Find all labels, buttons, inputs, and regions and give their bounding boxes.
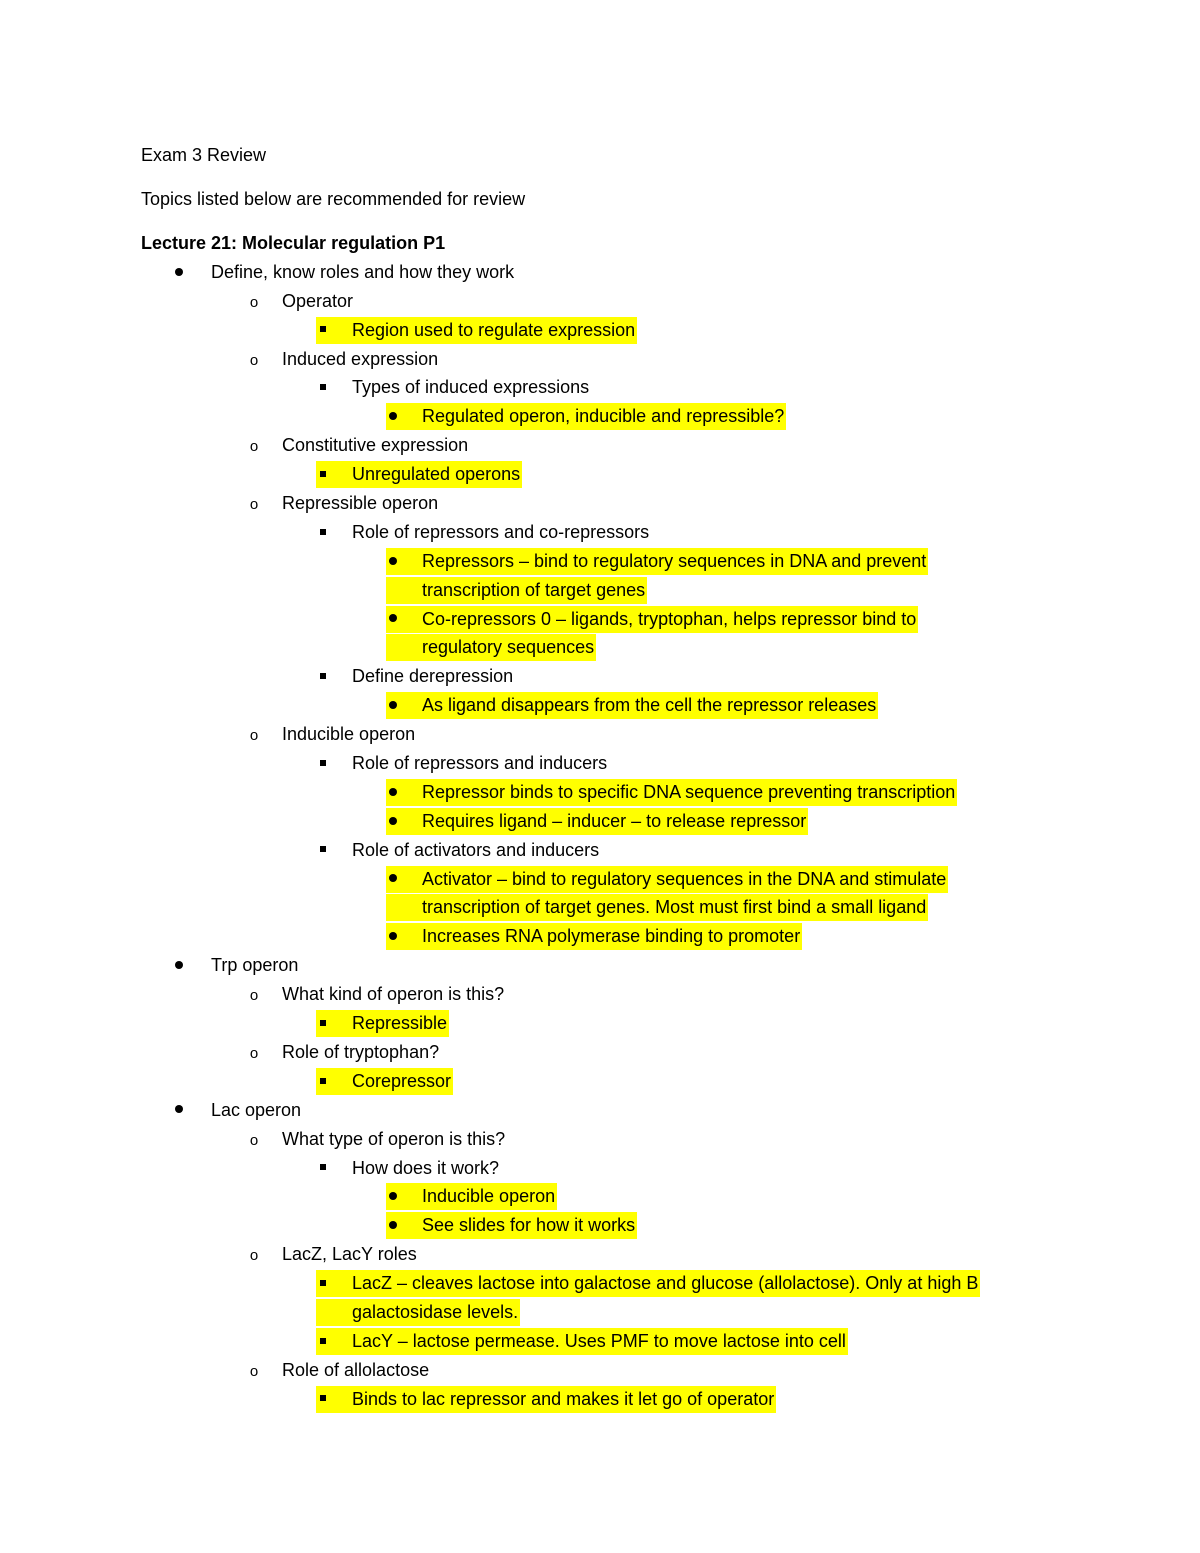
outline-item xyxy=(0,259,1200,288)
outline-item xyxy=(0,1212,1200,1241)
outline-item xyxy=(0,577,1200,606)
outline-item xyxy=(0,837,1200,866)
square-bullet-icon xyxy=(316,1386,330,1412)
outline-item-text: Define, know roles and how they work xyxy=(211,261,515,282)
outline-item xyxy=(0,346,1200,375)
outline-item-text: Lecture 21: Molecular regulation P1 xyxy=(141,233,446,253)
outline-item-text: Constitutive expression xyxy=(282,435,469,456)
circle-bullet-icon xyxy=(247,432,261,460)
outline-item-text: LacZ, LacY roles xyxy=(282,1244,417,1265)
square-bullet-icon xyxy=(316,461,330,487)
outline-item-text: LacZ – cleaves lactose into galactose and glucose (allolactose). Only at high B xyxy=(352,1273,979,1294)
outline-item-text: regulatory sequences xyxy=(422,637,595,658)
outline-item-text: See slides for how it works xyxy=(422,1215,636,1236)
disc-bullet-icon xyxy=(386,866,400,892)
outline-item xyxy=(0,1328,1200,1357)
outline-item xyxy=(0,432,1200,461)
square-bullet-icon xyxy=(316,1068,330,1094)
outline-item-text: Regulated operon, inducible and repressible? xyxy=(422,406,785,427)
circle-bullet-icon xyxy=(247,981,261,1009)
outline-item-text: How does it work? xyxy=(352,1157,500,1178)
outline-item-text: Binds to lac repressor and makes it let go of operator xyxy=(352,1388,775,1409)
circle-bullet-icon xyxy=(247,1039,261,1067)
square-bullet-icon xyxy=(316,837,330,863)
outline-item xyxy=(0,1299,1200,1328)
outline-item-text: galactosidase levels. xyxy=(352,1301,519,1322)
outline-item-text: Trp operon xyxy=(211,955,299,976)
outline-item-text: Repressor binds to specific DNA sequence preventing transcription xyxy=(422,781,956,802)
outline-item-text: Operator xyxy=(282,290,354,311)
disc-bullet-icon xyxy=(172,1097,186,1123)
disc-bullet-icon xyxy=(386,692,400,718)
circle-bullet-icon xyxy=(247,490,261,518)
outline-item-text: What kind of operon is this? xyxy=(282,984,505,1005)
disc-bullet-icon xyxy=(386,548,400,574)
outline-item-text: transcription of target genes xyxy=(422,579,646,600)
outline-item xyxy=(0,894,1200,923)
outline-item-text: Define derepression xyxy=(352,666,514,687)
square-bullet-icon xyxy=(316,750,330,776)
square-bullet-icon xyxy=(316,519,330,545)
review-outline xyxy=(0,230,1200,1415)
square-bullet-icon xyxy=(316,317,330,343)
outline-item xyxy=(0,1241,1200,1270)
outline-item xyxy=(0,952,1200,981)
outline-item xyxy=(0,663,1200,692)
circle-bullet-icon xyxy=(247,1357,261,1385)
circle-bullet-icon xyxy=(247,721,261,749)
disc-bullet-icon xyxy=(386,403,400,429)
outline-item-text: Requires ligand – inducer – to release repressor xyxy=(422,810,807,831)
outline-item-text: Repressible xyxy=(352,1013,448,1034)
outline-item-text: Role of repressors and co-repressors xyxy=(352,521,650,542)
disc-bullet-icon xyxy=(386,1212,400,1238)
outline-item-text: As ligand disappears from the cell the repressor releases xyxy=(422,695,877,716)
outline-item-text: Role of tryptophan? xyxy=(282,1041,440,1062)
outline-item xyxy=(0,981,1200,1010)
outline-item-text: Role of allolactose xyxy=(282,1359,430,1380)
outline-item-text: Inducible operon xyxy=(422,1186,556,1207)
outline-item xyxy=(0,288,1200,317)
outline-item xyxy=(0,548,1200,577)
outline-item-text: Repressible operon xyxy=(282,493,439,514)
outline-item-text: LacY – lactose permease. Uses PMF to move lactose into cell xyxy=(352,1330,846,1351)
outline-item-text: transcription of target genes. Most must first bind a small ligand xyxy=(422,897,927,918)
square-bullet-icon xyxy=(316,374,330,400)
outline-item xyxy=(0,606,1200,635)
outline-item xyxy=(0,403,1200,432)
outline-item xyxy=(0,866,1200,895)
outline-item xyxy=(0,1126,1200,1155)
document-title: Exam 3 Review xyxy=(141,145,267,165)
outline-item xyxy=(0,779,1200,808)
outline-item xyxy=(0,1068,1200,1097)
outline-item xyxy=(0,1097,1200,1126)
outline-item-text: Region used to regulate expression xyxy=(352,319,636,340)
outline-item-text: Lac operon xyxy=(211,1099,302,1120)
outline-item-text: Unregulated operons xyxy=(352,464,521,485)
disc-bullet-icon xyxy=(386,808,400,834)
square-bullet-icon xyxy=(316,1155,330,1181)
outline-item-text: Activator – bind to regulatory sequences in the DNA and stimulate xyxy=(422,868,947,889)
outline-item xyxy=(0,1357,1200,1386)
square-bullet-icon xyxy=(316,1010,330,1036)
outline-item-text: Role of activators and inducers xyxy=(352,839,600,860)
outline-item-text: Role of repressors and inducers xyxy=(352,753,608,774)
square-bullet-icon xyxy=(316,1328,330,1354)
outline-item xyxy=(0,808,1200,837)
outline-item xyxy=(0,490,1200,519)
outline-item-text: Induced expression xyxy=(282,348,439,369)
square-bullet-icon xyxy=(316,663,330,689)
outline-item xyxy=(0,1010,1200,1039)
outline-item xyxy=(0,1183,1200,1212)
outline-item-text: Corepressor xyxy=(352,1070,452,1091)
circle-bullet-icon xyxy=(247,288,261,316)
outline-item xyxy=(0,692,1200,721)
square-bullet-icon xyxy=(316,1270,330,1296)
section-heading xyxy=(0,230,1200,259)
outline-item xyxy=(0,721,1200,750)
outline-item xyxy=(0,923,1200,952)
outline-item-text: Co-repressors 0 – ligands, tryptophan, helps repressor bind to xyxy=(422,608,917,629)
disc-bullet-icon xyxy=(172,952,186,978)
outline-item xyxy=(0,461,1200,490)
circle-bullet-icon xyxy=(247,1126,261,1154)
disc-bullet-icon xyxy=(386,923,400,949)
circle-bullet-icon xyxy=(247,1241,261,1269)
outline-item xyxy=(0,519,1200,548)
outline-item-text: Inducible operon xyxy=(282,724,416,745)
outline-item xyxy=(0,317,1200,346)
outline-item-text: Types of induced expressions xyxy=(352,377,590,398)
outline-item xyxy=(0,634,1200,663)
outline-item-text: Increases RNA polymerase binding to promoter xyxy=(422,926,801,947)
disc-bullet-icon xyxy=(386,779,400,805)
outline-item xyxy=(0,1039,1200,1068)
document-subtitle: Topics listed below are recommended for review xyxy=(141,189,526,209)
disc-bullet-icon xyxy=(172,259,186,285)
outline-item xyxy=(0,1270,1200,1299)
outline-item-text: Repressors – bind to regulatory sequences in DNA and prevent xyxy=(422,550,927,571)
outline-item xyxy=(0,750,1200,779)
circle-bullet-icon xyxy=(247,346,261,374)
disc-bullet-icon xyxy=(386,1183,400,1209)
outline-item xyxy=(0,374,1200,403)
disc-bullet-icon xyxy=(386,606,400,632)
outline-item-text: What type of operon is this? xyxy=(282,1128,506,1149)
outline-item xyxy=(0,1155,1200,1184)
outline-item xyxy=(0,1386,1200,1415)
